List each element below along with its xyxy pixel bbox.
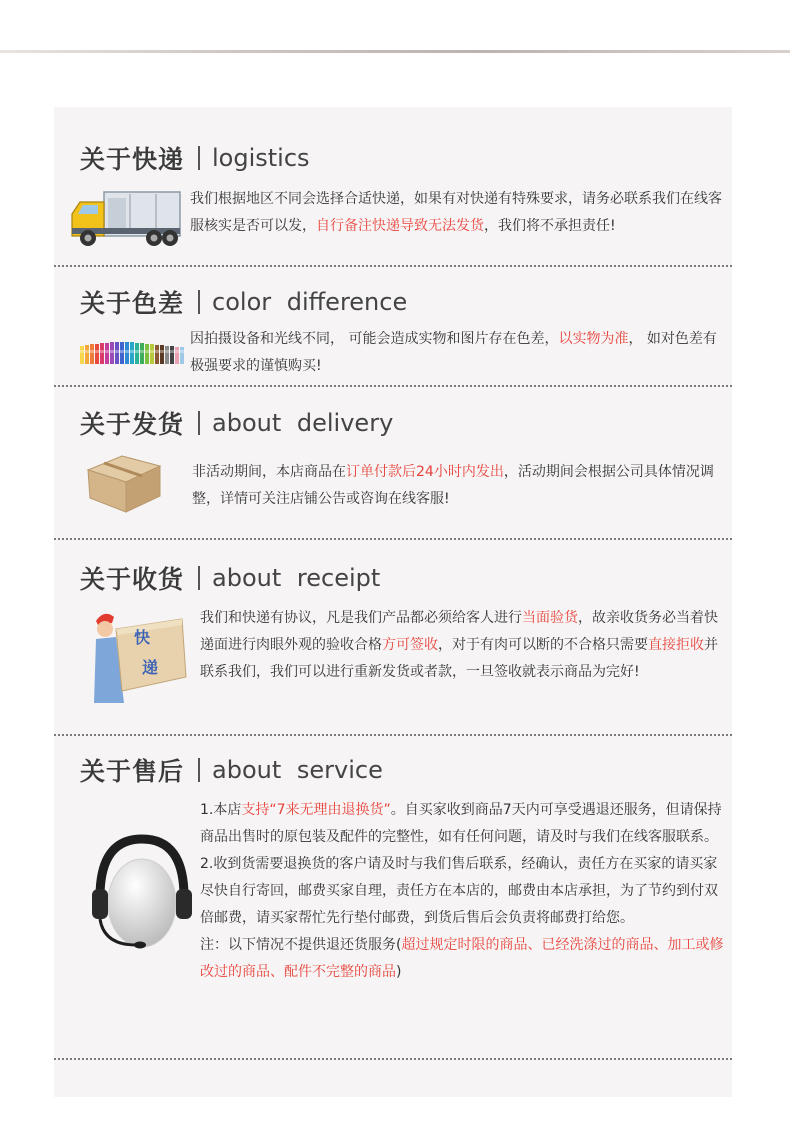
section-color-difference <box>54 272 732 384</box>
box-label-char: 递 <box>142 658 159 677</box>
service-paragraph-1 <box>200 797 728 851</box>
text-segment: 我们和快递有协议，凡是我们产品都必须给客人进行 <box>200 610 522 626</box>
section-divider <box>54 538 732 540</box>
highlight-text: 当面验货 <box>522 610 578 626</box>
highlight-text: 以实物为准 <box>558 331 629 347</box>
cardboard-box-icon <box>84 452 164 514</box>
customer-service-headset-icon <box>86 833 198 963</box>
section-heading <box>80 140 310 176</box>
text-segment: 。自买家收到商品7天内可享受遇退还服务，但请保持商品出售时的原包装及配件的完整性，如有任何问题，请及时与我们在线客服联系。 <box>200 802 722 845</box>
highlight-text: 订单付款后24小时内发出 <box>346 464 504 480</box>
highlight-text: 支持“7来无理由退换货” <box>241 802 391 818</box>
heading-en: about receipt <box>212 564 381 592</box>
logistics-description <box>190 186 730 240</box>
heading-cn: 关于快递 <box>80 145 185 174</box>
heading-separator <box>198 146 200 170</box>
highlight-text: 直接拒收 <box>648 637 704 653</box>
text-segment: ，故亲收货务必当着快递面进行肉眼外观的验收合格 <box>200 610 718 653</box>
heading-separator <box>198 290 200 314</box>
section-heading <box>80 405 393 441</box>
section-heading <box>80 560 380 596</box>
text-segment: 我们根据地区不同会选择合适快递，如果有对快递有特殊要求，请务必联系我们在线客服核实是否可以发， <box>190 191 722 234</box>
service-paragraph-2: 2.收到货需要退换货的客户请及时与我们售后联系，经确认，责任方在买家的请买家尽快自行寄回，邮费买家自理，责任方在本店的，邮费由本店承担，为了节约到付双倍邮费，请买家帮忙先行垫付邮费，到货后售后会负责将邮费打给您。 <box>200 856 718 926</box>
heading-cn: 关于发货 <box>80 410 185 439</box>
heading-en: logistics <box>212 144 310 172</box>
text-segment: 因拍摄设备和光线不同， 可能会造成实物和图片存在色差， <box>190 331 559 347</box>
section-heading <box>80 752 383 788</box>
heading-cn: 关于收货 <box>80 565 185 594</box>
text-segment: 注：以下情况不提供退还货服务( <box>200 937 402 953</box>
highlight-text: 方可签收 <box>382 637 438 653</box>
section-delivery <box>54 392 732 537</box>
colored-pencils-icon <box>80 338 186 366</box>
heading-cn: 关于售后 <box>80 757 185 786</box>
highlight-text: 超过规定时限的商品、已经洗涤过的商品、加工或修改过的商品、配件不完整的商品 <box>200 937 724 980</box>
heading-separator <box>198 566 200 590</box>
text-segment: 1.本店 <box>200 802 242 818</box>
service-description <box>200 797 728 986</box>
text-segment: ，活动期间会根据公司具体情况调整，详情可关注店铺公告或咨询在线客服! <box>192 464 714 507</box>
section-divider <box>54 265 732 267</box>
text-segment: ) <box>396 964 402 980</box>
section-service <box>54 741 732 1059</box>
color-description <box>190 326 730 380</box>
section-divider <box>54 1058 732 1060</box>
courier-carrying-box-icon <box>90 607 190 707</box>
text-segment: ，对于有肉可以断的不合格只需要 <box>438 637 648 653</box>
section-divider <box>54 734 732 736</box>
heading-separator <box>198 411 200 435</box>
heading-en: about service <box>212 756 383 784</box>
delivery-description <box>192 459 732 513</box>
text-segment: ， 如对色差有极强要求的谨慎购买! <box>190 331 717 374</box>
service-note <box>200 932 728 986</box>
text-segment: 并联系我们，我们可以进行重新发货或者款，一旦签收就表示商品为完好! <box>200 637 718 680</box>
heading-separator <box>198 758 200 782</box>
text-segment: 非活动期间，本店商品在 <box>192 464 346 480</box>
top-divider-line <box>0 50 790 53</box>
text-segment: ，我们将不承担责任! <box>484 218 616 234</box>
section-receipt <box>54 545 732 733</box>
section-divider <box>54 385 732 387</box>
heading-en: color difference <box>212 288 408 316</box>
heading-cn: 关于色差 <box>80 289 185 318</box>
section-logistics <box>54 130 732 265</box>
section-heading <box>80 284 407 320</box>
heading-en: about delivery <box>212 409 394 437</box>
box-label-char: 快 <box>134 628 151 647</box>
highlight-text: 自行备注快递导致无法发货 <box>316 218 484 234</box>
delivery-truck-icon <box>70 190 182 250</box>
receipt-description <box>200 605 726 686</box>
